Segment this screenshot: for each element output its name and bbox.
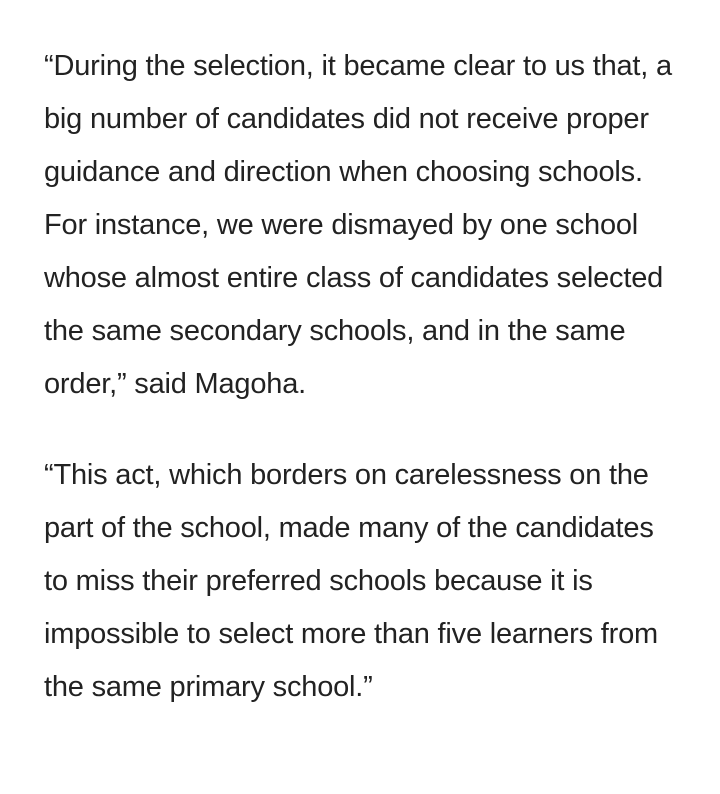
article-body: [44, 40, 684, 714]
article-paragraph-quote-1: “During the selection, it became clear to us that, a big number of candidates did not receive proper guidance and direction when choosing schools. For instance, we were dismayed by one school whose almost entire class of candidates selected the same secondary schools, and in the same order,” said Magoha.: [44, 50, 672, 400]
article-paragraph-quote-2: “This act, which borders on carelessness on the part of the school, made many of the candidates to miss their preferred schools because it is impossible to select more than five learners from the same primary school.”: [44, 459, 658, 703]
